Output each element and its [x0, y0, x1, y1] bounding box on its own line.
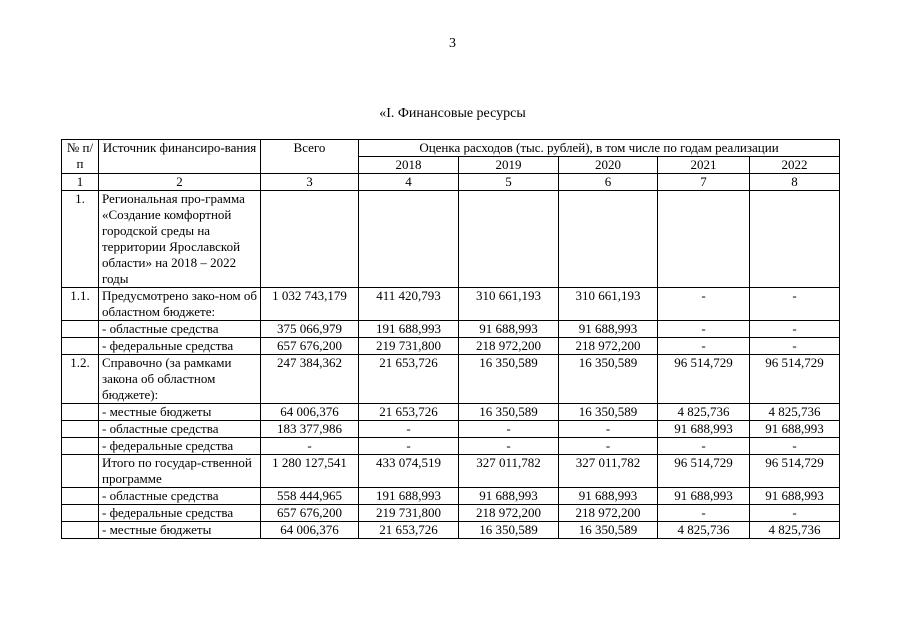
table-row [62, 421, 840, 438]
row-value-2020: 16 350,589 [559, 522, 658, 539]
table-row [62, 522, 840, 539]
financial-resources-table [61, 139, 840, 539]
col-number: 5 [459, 174, 559, 191]
row-value-2020: 91 688,993 [559, 321, 658, 338]
row-source: - местные бюджеты [99, 522, 261, 539]
row-value-2018: 219 731,800 [359, 505, 459, 522]
row-total: 558 444,965 [261, 488, 359, 505]
row-source: Справочно (за рамками закона об областном бюджете): [99, 355, 261, 404]
col-number: 7 [658, 174, 750, 191]
page-number: 3 [449, 36, 456, 51]
row-total: 1 280 127,541 [261, 455, 359, 488]
row-total: - [261, 438, 359, 455]
row-source: Предусмотрено зако-ном об областном бюджете: [99, 288, 261, 321]
row-value-2019: 310 661,193 [459, 288, 559, 321]
row-value-2020: - [559, 421, 658, 438]
row-num [62, 488, 99, 505]
row-value-2021: 4 825,736 [658, 522, 750, 539]
row-value-2019: 16 350,589 [459, 522, 559, 539]
row-value-2020: 16 350,589 [559, 355, 658, 404]
table-row [62, 355, 840, 404]
col-number: 2 [99, 174, 261, 191]
col-number: 8 [750, 174, 840, 191]
row-value-2021: 91 688,993 [658, 421, 750, 438]
row-value-2022: - [750, 288, 840, 321]
header-estimate: Оценка расходов (тыс. рублей), в том числе по годам реализации [359, 140, 840, 157]
row-value-2022: - [750, 505, 840, 522]
row-num: 1. [62, 191, 99, 288]
row-value-2020: 91 688,993 [559, 488, 658, 505]
header-source: Источник финансиро-вания [99, 140, 261, 174]
row-num [62, 505, 99, 522]
header-row-col-numbers [62, 174, 840, 191]
row-value-2021 [658, 191, 750, 288]
col-number: 3 [261, 174, 359, 191]
table-row [62, 505, 840, 522]
row-num: 1.2. [62, 355, 99, 404]
row-source: Региональная про-грамма «Создание комфортной городской среды на территории Ярославской области» на 2018 – 2022 годы [99, 191, 261, 288]
row-value-2022: - [750, 438, 840, 455]
row-value-2022: 96 514,729 [750, 455, 840, 488]
row-value-2019 [459, 191, 559, 288]
row-source: - областные средства [99, 321, 261, 338]
row-value-2022: - [750, 338, 840, 355]
col-number: 1 [62, 174, 99, 191]
row-value-2018: 21 653,726 [359, 522, 459, 539]
row-num [62, 455, 99, 488]
header-year: 2018 [359, 157, 459, 174]
row-num [62, 438, 99, 455]
row-value-2019: 16 350,589 [459, 404, 559, 421]
header-year: 2020 [559, 157, 658, 174]
row-total: 64 006,376 [261, 522, 359, 539]
row-source: - местные бюджеты [99, 404, 261, 421]
row-value-2020: 218 972,200 [559, 505, 658, 522]
row-total [261, 191, 359, 288]
row-value-2018: 21 653,726 [359, 404, 459, 421]
row-value-2018: - [359, 421, 459, 438]
row-value-2018: 411 420,793 [359, 288, 459, 321]
row-value-2019: - [459, 421, 559, 438]
row-source: - федеральные средства [99, 505, 261, 522]
row-value-2018: 191 688,993 [359, 321, 459, 338]
row-source: - федеральные средства [99, 338, 261, 355]
row-value-2022: 96 514,729 [750, 355, 840, 404]
row-total: 1 032 743,179 [261, 288, 359, 321]
row-value-2021: 96 514,729 [658, 355, 750, 404]
row-source: Итого по государ-ственной программе [99, 455, 261, 488]
row-value-2021: - [658, 338, 750, 355]
row-value-2019: 327 011,782 [459, 455, 559, 488]
row-value-2020: 16 350,589 [559, 404, 658, 421]
row-num [62, 421, 99, 438]
row-num [62, 338, 99, 355]
row-value-2020: 310 661,193 [559, 288, 658, 321]
row-value-2022: 4 825,736 [750, 404, 840, 421]
row-value-2018: 191 688,993 [359, 488, 459, 505]
row-value-2019: - [459, 438, 559, 455]
row-value-2021: - [658, 288, 750, 321]
row-num [62, 321, 99, 338]
row-total: 183 377,986 [261, 421, 359, 438]
section-title: «I. Финансовые ресурсы [379, 106, 526, 121]
row-total: 375 066,979 [261, 321, 359, 338]
row-value-2021: - [658, 438, 750, 455]
row-value-2022: 91 688,993 [750, 421, 840, 438]
header-num: № п/п [62, 140, 99, 174]
header-year: 2022 [750, 157, 840, 174]
row-value-2021: 4 825,736 [658, 404, 750, 421]
table-row [62, 404, 840, 421]
row-value-2020: 218 972,200 [559, 338, 658, 355]
row-source: - областные средства [99, 421, 261, 438]
row-value-2021: 91 688,993 [658, 488, 750, 505]
table-row [62, 488, 840, 505]
row-value-2021: 96 514,729 [658, 455, 750, 488]
row-num: 1.1. [62, 288, 99, 321]
row-value-2018 [359, 191, 459, 288]
row-value-2022: - [750, 321, 840, 338]
col-number: 4 [359, 174, 459, 191]
row-value-2022: 91 688,993 [750, 488, 840, 505]
table-row [62, 338, 840, 355]
row-num [62, 522, 99, 539]
row-value-2018: 21 653,726 [359, 355, 459, 404]
col-number: 6 [559, 174, 658, 191]
row-source: - федеральные средства [99, 438, 261, 455]
header-year: 2021 [658, 157, 750, 174]
table-row [62, 455, 840, 488]
table-row [62, 438, 840, 455]
row-value-2018: - [359, 438, 459, 455]
row-value-2019: 218 972,200 [459, 338, 559, 355]
row-value-2019: 218 972,200 [459, 505, 559, 522]
row-value-2020 [559, 191, 658, 288]
row-value-2019: 91 688,993 [459, 321, 559, 338]
table-row [62, 288, 840, 321]
row-value-2019: 91 688,993 [459, 488, 559, 505]
row-total: 657 676,200 [261, 338, 359, 355]
row-value-2020: 327 011,782 [559, 455, 658, 488]
header-total: Всего [261, 140, 359, 174]
row-value-2022 [750, 191, 840, 288]
row-source: - областные средства [99, 488, 261, 505]
table-row [62, 191, 840, 288]
table-row [62, 321, 840, 338]
row-value-2021: - [658, 505, 750, 522]
row-value-2022: 4 825,736 [750, 522, 840, 539]
row-value-2021: - [658, 321, 750, 338]
row-total: 247 384,362 [261, 355, 359, 404]
row-value-2018: 433 074,519 [359, 455, 459, 488]
row-value-2019: 16 350,589 [459, 355, 559, 404]
row-total: 64 006,376 [261, 404, 359, 421]
header-row-1 [62, 140, 840, 157]
row-num [62, 404, 99, 421]
row-total: 657 676,200 [261, 505, 359, 522]
row-value-2020: - [559, 438, 658, 455]
row-value-2018: 219 731,800 [359, 338, 459, 355]
header-year: 2019 [459, 157, 559, 174]
